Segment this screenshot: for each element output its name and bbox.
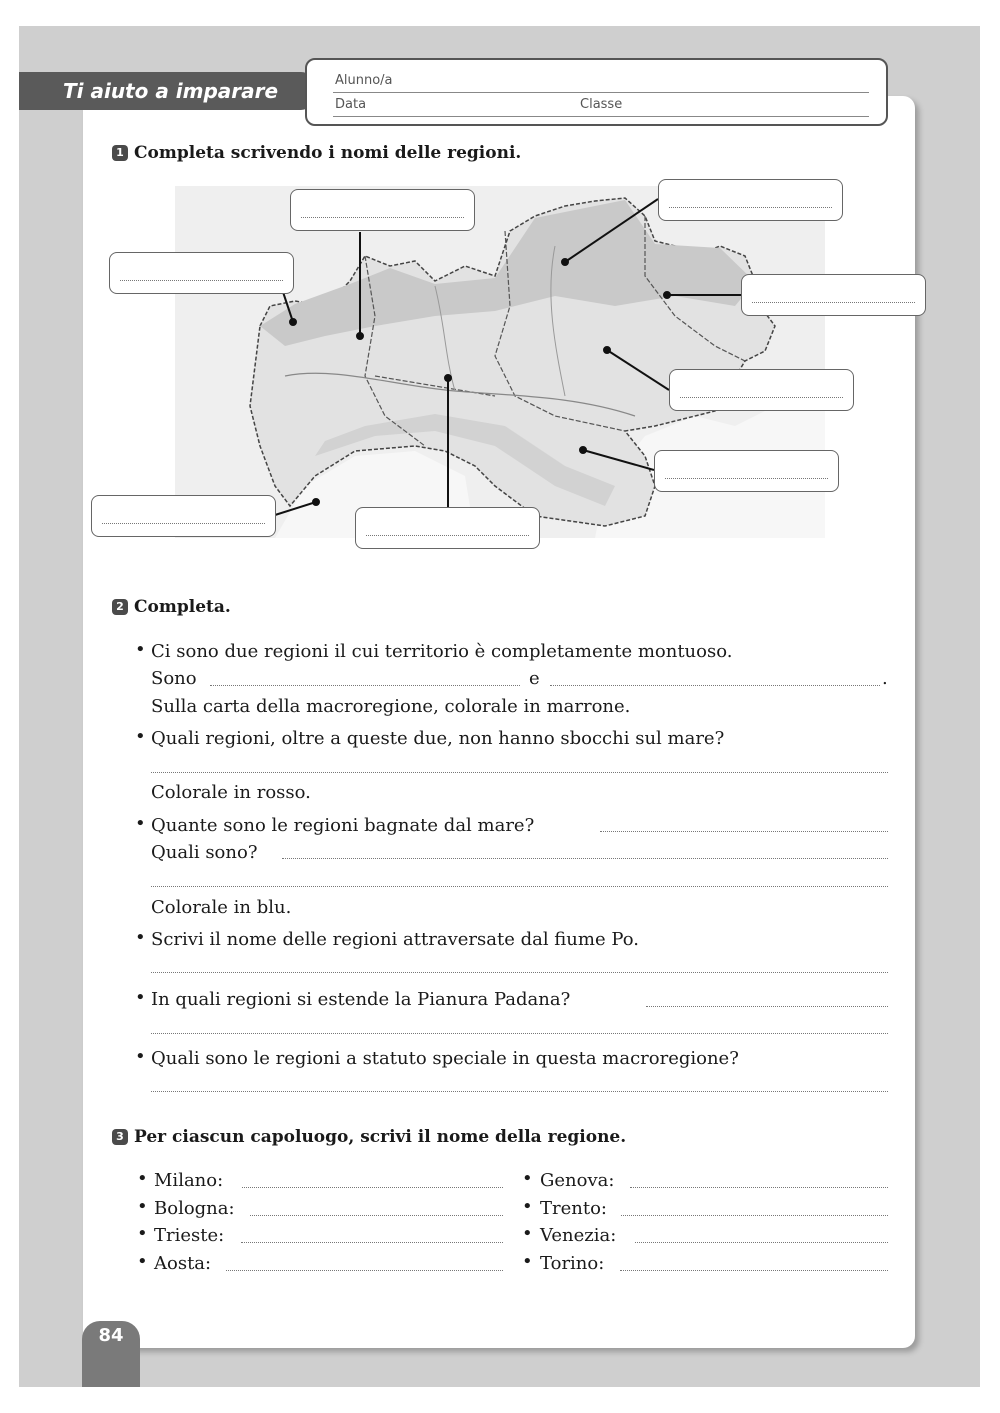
q3-count-field[interactable]	[600, 831, 888, 832]
q6-line-1: Quali sono le regioni a statuto speciale in questa macroregione?	[151, 1048, 739, 1069]
q3-answer-field-1[interactable]	[282, 858, 888, 859]
q3-color-instruction: Colorale in blu.	[151, 897, 292, 918]
q1-e-label: e	[529, 668, 540, 689]
page-number: 84	[82, 1321, 140, 1387]
map-answer-box-1[interactable]	[109, 252, 294, 294]
q5-line-1: In quali regioni si estende la Pianura Padana?	[151, 989, 571, 1010]
date-class-field[interactable]	[333, 96, 869, 117]
q2-line-1: Quali regioni, oltre a queste due, non hanno sbocchi sul mare?	[151, 728, 725, 749]
exercise-2-title	[112, 597, 231, 617]
answer-genova[interactable]	[630, 1187, 888, 1188]
city-genova: Genova:	[540, 1170, 615, 1191]
bullet-q2: •	[135, 726, 146, 747]
bullet-torino: •	[522, 1251, 533, 1272]
exercise-2-text: Completa.	[134, 597, 231, 617]
q3-answer-field-2[interactable]	[151, 886, 888, 887]
answer-milano[interactable]	[242, 1187, 503, 1188]
q2-color-instruction: Colorale in rosso.	[151, 782, 311, 803]
q5-answer-field-1[interactable]	[646, 1006, 888, 1007]
city-trieste: Trieste:	[154, 1225, 225, 1246]
class-label: Classe	[580, 97, 623, 112]
map-answer-box-5[interactable]	[669, 369, 854, 411]
q3-line-1: Quante sono le regioni bagnate dal mare?	[151, 815, 535, 836]
answer-venezia[interactable]	[635, 1242, 888, 1243]
bullet-aosta: •	[137, 1251, 148, 1272]
q1-answer-field-1[interactable]	[210, 685, 520, 686]
answer-aosta[interactable]	[226, 1270, 503, 1271]
bullet-q3: •	[135, 813, 146, 834]
student-name-field[interactable]	[333, 72, 869, 93]
section-banner: Ti aiuto a imparare	[19, 72, 315, 110]
map-answer-box-3[interactable]	[658, 179, 843, 221]
exercise-3-title	[112, 1127, 626, 1147]
bullet-q5: •	[135, 987, 146, 1008]
exercise-1-title	[112, 143, 521, 163]
q6-answer-field[interactable]	[151, 1091, 888, 1092]
city-bologna: Bologna:	[154, 1198, 235, 1219]
bullet-bologna: •	[137, 1196, 148, 1217]
city-torino: Torino:	[540, 1253, 605, 1274]
bullet-q4: •	[135, 927, 146, 948]
exercise-2-number: 2	[112, 599, 128, 615]
exercise-3-text: Per ciascun capoluogo, scrivi il nome della regione.	[134, 1127, 627, 1147]
q4-answer-field[interactable]	[151, 972, 888, 973]
bullet-q1: •	[135, 639, 146, 660]
date-label: Data	[335, 97, 367, 112]
answer-bologna[interactable]	[250, 1215, 503, 1216]
map-answer-box-2[interactable]	[290, 189, 475, 231]
map-answer-box-4[interactable]	[741, 274, 926, 316]
answer-trento[interactable]	[621, 1215, 888, 1216]
q5-answer-field-2[interactable]	[151, 1033, 888, 1034]
exercise-3-number: 3	[112, 1129, 128, 1145]
q2-answer-field[interactable]	[151, 772, 888, 773]
q3-line-2: Quali sono?	[151, 842, 258, 863]
bullet-milano: •	[137, 1168, 148, 1189]
student-label: Alunno/a	[335, 73, 393, 88]
student-info-box	[305, 58, 888, 126]
bullet-trieste: •	[137, 1223, 148, 1244]
bullet-q6: •	[135, 1046, 146, 1067]
q1-answer-field-2[interactable]	[550, 685, 880, 686]
map-answer-box-8[interactable]	[355, 507, 540, 549]
q1-period: .	[882, 668, 888, 689]
bullet-genova: •	[522, 1168, 533, 1189]
exercise-1-number: 1	[112, 145, 128, 161]
exercise-1-text: Completa scrivendo i nomi delle regioni.	[134, 143, 522, 163]
q1-line-3: Sulla carta della macroregione, colorale in marrone.	[151, 696, 631, 717]
answer-torino[interactable]	[620, 1270, 888, 1271]
map-answer-box-7[interactable]	[91, 495, 276, 537]
bullet-venezia: •	[522, 1223, 533, 1244]
city-venezia: Venezia:	[540, 1225, 617, 1246]
bullet-trento: •	[522, 1196, 533, 1217]
answer-trieste[interactable]	[241, 1242, 503, 1243]
map-answer-box-6[interactable]	[654, 450, 839, 492]
city-trento: Trento:	[540, 1198, 607, 1219]
city-aosta: Aosta:	[154, 1253, 212, 1274]
q1-sono-label: Sono	[151, 668, 197, 689]
q1-line-1: Ci sono due regioni il cui territorio è completamente montuoso.	[151, 641, 733, 662]
city-milano: Milano:	[154, 1170, 224, 1191]
q4-line-1: Scrivi il nome delle regioni attraversate dal fiume Po.	[151, 929, 639, 950]
